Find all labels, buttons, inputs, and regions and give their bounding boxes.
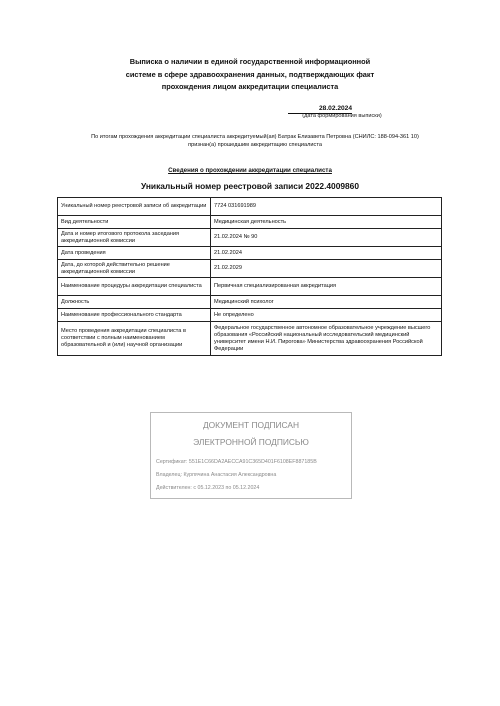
electronic-signature-stamp [150, 412, 352, 499]
row-value: Не определено [211, 309, 442, 322]
row-label: Место проведения аккредитации специалиста в соответствии с полным наименованием образовательной и (или) научной организации [58, 322, 211, 356]
row-label: Наименование процедуры аккредитации специалиста [58, 278, 211, 296]
row-label: Вид деятельности [58, 216, 211, 229]
row-value: 21.02.2024 [211, 247, 442, 260]
row-label: Дата, до которой действительно решение аккредитационной комиссии [58, 260, 211, 278]
table-row [58, 260, 442, 278]
stamp-validity: Действителен: с 05.12.2023 по 05.12.2024 [156, 485, 260, 491]
stamp-certificate: Сертификат: 551E1C66DA2AECCA91C365D401F6108EF887185B [156, 459, 317, 465]
intro-text-line-2: признан(а) прошедшим аккредитацию специалиста [188, 142, 322, 148]
title-line-3: прохождения лицом аккредитации специалиста [161, 82, 339, 91]
row-value: Федеральное государственное автономное образовательное учреждение высшего образования «Российский национальный исследовательский медицинский университет имени Н.И. Пирогова» Министерства здравоохранения Российской Федерации [211, 322, 442, 356]
table-row [58, 278, 442, 296]
stamp-title-line-2: ЭЛЕКТРОННОЙ ПОДПИСЬЮ [193, 437, 309, 447]
row-label: Дата и номер итогового протокола заседания аккредитационной комиссии [58, 229, 211, 247]
table-row [58, 322, 442, 356]
table-row [58, 229, 442, 247]
row-value: 7724 031691989 [211, 198, 442, 216]
table-row [58, 198, 442, 216]
formation-date-label: (дата формирования выписки) [302, 113, 382, 119]
row-value: Первичная специализированная аккредитация [211, 278, 442, 296]
row-label: Дата проведения [58, 247, 211, 260]
table-row [58, 296, 442, 309]
title-line-1: Выписка о наличии в единой государственной информационной [129, 57, 371, 66]
section-title: Сведения о прохождении аккредитации специалиста [168, 167, 332, 174]
document-title [100, 56, 400, 94]
table-row [58, 309, 442, 322]
row-value: Медицинская деятельность [211, 216, 442, 229]
row-value: 21.02.2029 [211, 260, 442, 278]
row-value: 21.02.2024 № 90 [211, 229, 442, 247]
row-label: Должность [58, 296, 211, 309]
row-label: Наименование профессионального стандарта [58, 309, 211, 322]
intro-text-line-1: По итогам прохождения аккредитации специалиста аккредитуемый(ая) Батрак Елизавета Петровна (СНИЛС: 188-094-361 10) [91, 134, 419, 140]
table-row [58, 216, 442, 229]
title-line-2: системе в сфере здравоохранения данных, подтверждающих факт [125, 69, 375, 79]
table-row [58, 247, 442, 260]
formation-date: 28.02.2024 [288, 105, 352, 114]
stamp-owner: Владелец: Курпячина Анастасия Александровна [156, 472, 277, 478]
registry-number-heading: Уникальный номер реестровой записи 2022.4009860 [140, 181, 359, 191]
stamp-title-line-1: ДОКУМЕНТ ПОДПИСАН [202, 420, 300, 430]
row-value: Медицинский психолог [211, 296, 442, 309]
accreditation-info-table [57, 197, 442, 356]
row-label: Уникальный номер реестровой записи об аккредитации [58, 198, 211, 216]
